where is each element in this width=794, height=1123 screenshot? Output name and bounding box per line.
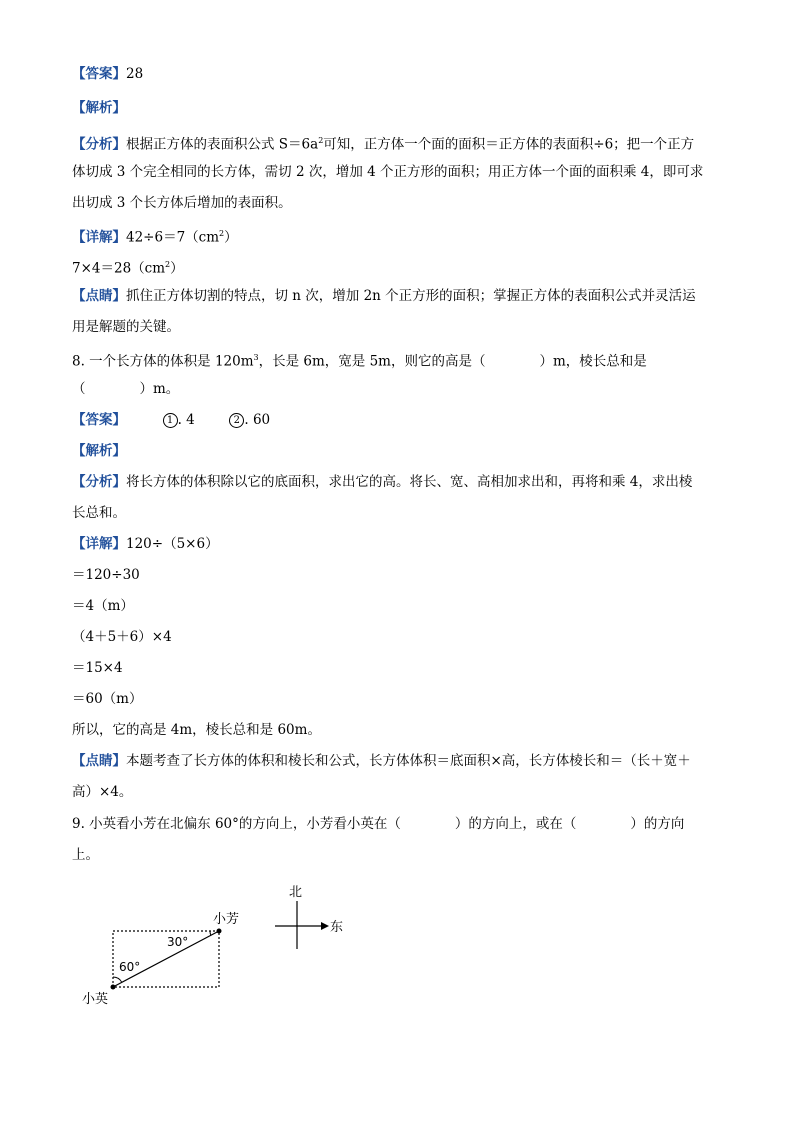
angle-arc-60 [113,977,122,982]
q8-question-line-2: （ ）m。 [72,381,180,397]
q8-detail-line-1 [72,534,219,554]
fenxi-label: 【分析】 [72,474,126,490]
label-xiaoying: 小英 [82,992,109,1007]
dianjing-text: 本题考查了长方体的体积和棱长和公式，长方体体积＝底面积×高，长方体棱长和＝（长＋宽＋ [126,753,691,769]
diagonal-line [113,931,219,987]
q7-detail-line-2 [72,255,184,279]
q8-detail-line-6: ＝60（m） [72,691,143,707]
dianjing-text: 抓住正方体切割的特点，切 n 次，增加 2n 个正方形的面积；掌握正方体的表面积公式并灵活运 [126,288,696,304]
q8-detail-line-5: ＝15×4 [72,660,123,676]
label-angle-60: 60° [119,960,141,974]
q8-fenxi-line-1 [72,472,692,492]
question-text: 8. 一个长方体的体积是 120m [72,353,254,370]
q7-answer-line [72,64,143,84]
circled-number-2: 2 [229,413,244,428]
q8-question-line-1 [72,348,647,372]
fenxi-text: 可知，正方体一个面的面积＝正方体的表面积÷6；把一个正方 [323,136,695,153]
point-xiaofang [217,929,222,934]
q8-dianjing-line-2: 高）×4。 [72,784,133,800]
label-east: 东 [330,920,344,935]
label-north: 北 [289,885,303,900]
answer-1-value: . 4 [177,412,195,428]
fenxi-text: 将长方体的体积除以它的底面积，求出它的高。将长、宽、高相加求出和，再将和乘 4，求出棱 [126,474,693,490]
q8-detail-line-3: ＝4（m） [72,598,134,614]
dianjing-label: 【点睛】 [72,288,126,304]
point-xiaoying [111,985,116,990]
q8-fenxi-line-2: 长总和。 [72,505,126,521]
detail-text: ） [224,229,238,246]
detail-text: 120÷（5×6） [126,536,219,552]
answer-2-value: . 60 [244,412,271,428]
q8-detail-line-2: ＝120÷30 [72,567,140,583]
east-arrow-icon [321,922,329,930]
q7-fenxi-line-3: 出切成 3 个长方体后增加的表面积。 [72,195,292,211]
q8-detail-line-4: （4＋5＋6）×4 [72,629,172,645]
q7-analysis-line [72,98,126,118]
detail-text: 42÷6＝7（cm [126,229,220,246]
detail-text: ） [170,260,184,277]
q7-fenxi-line-2: 体切成 3 个完全相同的长方体，需切 2 次，增加 4 个正方形的面积；用正方体一个面的面积乘 4，即可求 [72,164,704,180]
q9-question-line-2: 上。 [72,847,99,863]
superscript: 3 [253,353,259,362]
angle-arc-30 [210,931,211,936]
label-xiaofang: 小芳 [213,912,240,927]
q8-analysis-line [72,441,126,461]
answer-value: 28 [126,66,144,82]
circled-number-1: 1 [163,413,178,428]
analysis-label: 【解析】 [72,443,126,459]
superscript: 2 [318,136,324,145]
answer-label: 【答案】 [72,412,126,428]
detail-label: 【详解】 [72,536,126,552]
fenxi-text: 根据正方体的表面积公式 S＝6a [126,136,319,153]
q8-answer-line [72,410,270,430]
detail-label: 【详解】 [72,229,126,246]
superscript: 2 [165,260,171,269]
q7-dianjing-line-1 [72,286,696,306]
q7-fenxi-line-1 [72,131,694,155]
q7-detail-line-1 [72,224,238,248]
answer-label: 【答案】 [72,66,126,82]
detail-text: 7×4＝28（cm [72,260,166,277]
superscript: 2 [219,229,225,238]
q8-dianjing-line-1 [72,751,691,771]
q9-direction-figure [60,875,360,1015]
q9-question-line-1: 9. 小英看小芳在北偏东 60°的方向上，小芳看小英在（ ）的方向上，或在（ ）的方向 [72,816,685,832]
label-angle-30: 30° [167,935,189,949]
fenxi-label: 【分析】 [72,136,126,153]
analysis-label: 【解析】 [72,100,126,116]
dianjing-label: 【点睛】 [72,753,126,769]
question-text: ，长是 6m，宽是 5m，则它的高是（ ）m，棱长总和是 [258,353,647,370]
q8-detail-line-7: 所以，它的高是 4m，棱长总和是 60m。 [72,722,321,738]
q7-dianjing-line-2: 用是解题的关键。 [72,319,180,335]
